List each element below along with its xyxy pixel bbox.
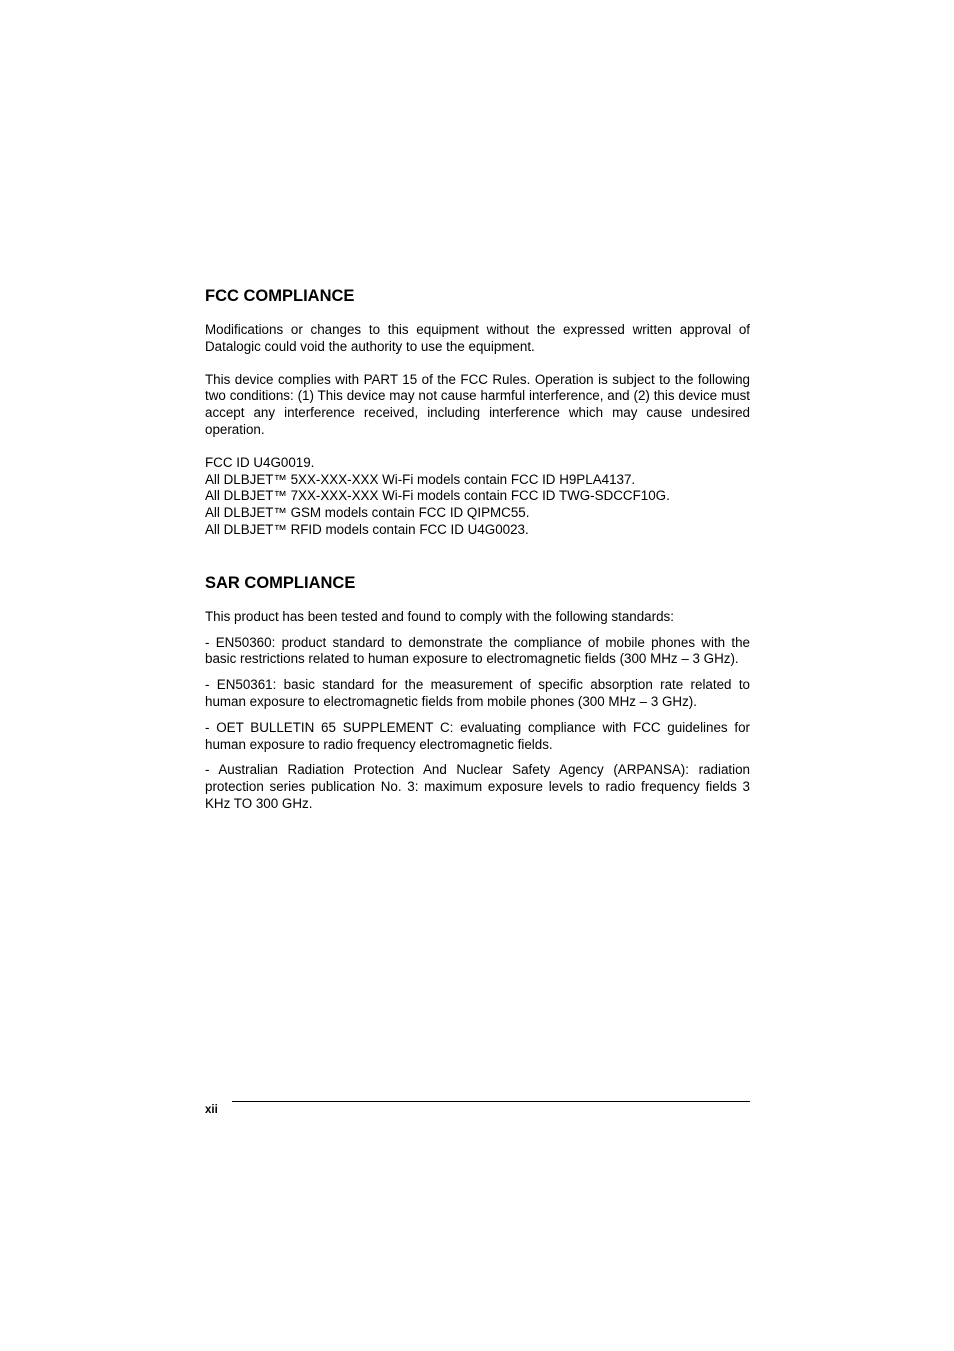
fcc-id-line: All DLBJET™ 7XX-XXX-XXX Wi-Fi models contain FCC ID TWG-SDCCF10G.	[205, 488, 670, 504]
fcc-section	[205, 286, 750, 539]
fcc-id-line: All DLBJET™ RFID models contain FCC ID U4G0023.	[205, 521, 529, 537]
fcc-heading: FCC COMPLIANCE	[205, 287, 355, 305]
fcc-paragraph-modifications: Modifications or changes to this equipment without the expressed written approval of Datalogic could void the authority to use the equipment.	[205, 322, 750, 354]
page-content	[205, 286, 750, 822]
sar-intro: This product has been tested and found to comply with the following standards:	[205, 608, 674, 624]
sar-standard-item: - EN50360: product standard to demonstrate the compliance of mobile phones with the basic restrictions related to human exposure to electromagnetic fields (300 MHz – 3 GHz).	[205, 634, 750, 667]
sar-standard-item: - EN50361: basic standard for the measurement of specific absorption rate related to human exposure to electromagnetic fields from mobile phones (300 MHz – 3 GHz).	[205, 677, 750, 709]
sar-standard-item: - OET BULLETIN 65 SUPPLEMENT C: evaluating compliance with FCC guidelines for human exposure to radio frequency electromagnetic fields.	[205, 719, 750, 752]
sar-standard-item: - Australian Radiation Protection And Nuclear Safety Agency (ARPANSA): radiation protection series publication No. 3: maximum exposure levels to radio frequency fields 3 KHz TO 300 GHz.	[205, 762, 750, 811]
footer-rule	[232, 1101, 750, 1102]
fcc-paragraph-part15: This device complies with PART 15 of the FCC Rules. Operation is subject to the following two conditions: (1) This device may not cause harmful interference, and (2) this device must accept any interference received, including interference which may cause undesired operation.	[205, 371, 750, 437]
sar-standards-list	[205, 635, 750, 813]
fcc-id-line: All DLBJET™ 5XX-XXX-XXX Wi-Fi models contain FCC ID H9PLA4137.	[205, 471, 636, 487]
page-number: xii	[205, 1104, 218, 1116]
sar-heading: SAR COMPLIANCE	[205, 573, 356, 592]
sar-section	[205, 573, 750, 813]
fcc-id-list	[205, 455, 750, 539]
fcc-id-line: All DLBJET™ GSM models contain FCC ID QIPMC55.	[205, 505, 530, 521]
fcc-id-line: FCC ID U4G0019.	[205, 454, 315, 470]
